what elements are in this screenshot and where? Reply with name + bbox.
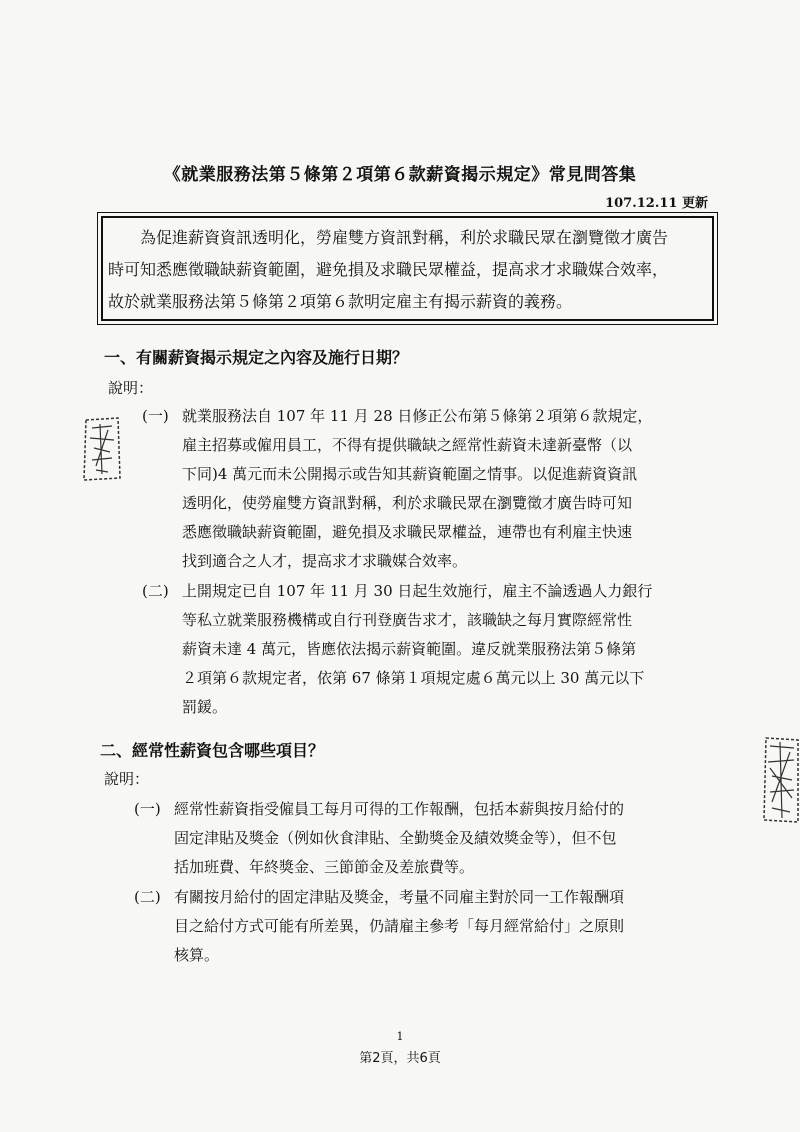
- item-body: [182, 577, 712, 722]
- item-line: 薪資未達 4 萬元，皆應依法揭示薪資範圍。違反就業服務法第５條第: [182, 640, 637, 658]
- item-line: 有關按月給付的固定津貼及獎金，考量不同雇主對於同一工作報酬項: [174, 888, 625, 906]
- item-line: 罰鍰。: [182, 698, 228, 716]
- item-line: 核算。: [174, 946, 220, 964]
- intro-line: 為促進薪資資訊透明化，勞雇雙方資訊對稱，利於求職民眾在瀏覽徵才廣告: [140, 228, 669, 247]
- page-number: 1: [396, 1030, 404, 1043]
- item-body: [182, 402, 712, 576]
- item-number: (二): [134, 888, 161, 906]
- item-line: 悉應徵職缺薪資範圍，避免損及求職民眾權益，連帶也有利雇主快速: [182, 523, 633, 541]
- intro-line: 故於就業服務法第５條第２項第６款明定雇主有揭示薪資的義務。: [108, 292, 573, 311]
- item-line: 雇主招募或僱用員工，不得有提供職缺之經常性薪資未達新臺幣（以: [182, 436, 633, 454]
- intro-paragraph: [108, 222, 708, 318]
- update-date: 107.12.11 更新: [605, 196, 708, 211]
- section-1-label: 說明：: [108, 379, 154, 397]
- item-line: 透明化，使勞雇雙方資訊對稱，利於求職民眾在瀏覽徵才廣告時可知: [182, 494, 633, 512]
- item-line: ２項第６款規定者，依第 67 條第１項規定處６萬元以上 30 萬元以下: [182, 669, 645, 687]
- item-line: 經常性薪資指受僱員工每月可得的工作報酬，包括本薪與按月給付的: [174, 800, 625, 818]
- document-title: 《就業服務法第５條第２項第６款薪資揭示規定》常見問答集: [163, 165, 637, 185]
- section-2-label: 說明：: [104, 770, 150, 788]
- item-line: 下同)4 萬元而未公開揭示或告知其薪資範圍之情事。以促進薪資資訊: [182, 465, 638, 483]
- item-number: (二): [142, 582, 169, 600]
- item-body: [174, 883, 712, 970]
- item-line: 固定津貼及獎金（例如伙食津貼、全勤獎金及績效獎金等），但不包: [174, 829, 617, 847]
- section-1-heading: 一、有關薪資揭示規定之內容及施行日期？: [104, 348, 409, 367]
- section-2-heading: 二、經常性薪資包含哪些項目？: [100, 741, 325, 760]
- item-line: 上開規定已自 107 年 11 月 30 日起生效施行，雇主不論透過人力銀行: [182, 582, 653, 600]
- item-line: 目之給付方式可能有所差異，仍請雇主參考「每月經常給付」之原則: [174, 917, 625, 935]
- item-number: (一): [134, 800, 161, 818]
- item-body: [174, 795, 712, 882]
- intro-line: 時可知悉應徵職缺薪資範圍，避免損及求職民眾權益，提高求才求職媒合效率，: [108, 260, 669, 279]
- item-number: (一): [142, 407, 169, 425]
- item-line: 找到適合之人才，提高求才求職媒合效率。: [182, 552, 468, 570]
- page-count: 第2頁，共6頁: [359, 1051, 441, 1066]
- seal-stamp-left: [82, 414, 122, 484]
- item-line: 等私立就業服務機構或自行刊登廣告求才，該職缺之每月實際經常性: [182, 611, 633, 629]
- item-line: 括加班費、年終獎金、三節節金及差旅費等。: [174, 858, 475, 876]
- item-line: 就業服務法自 107 年 11 月 28 日修正公布第５條第２項第６款規定，: [182, 407, 653, 425]
- seal-stamp-right: [760, 732, 800, 828]
